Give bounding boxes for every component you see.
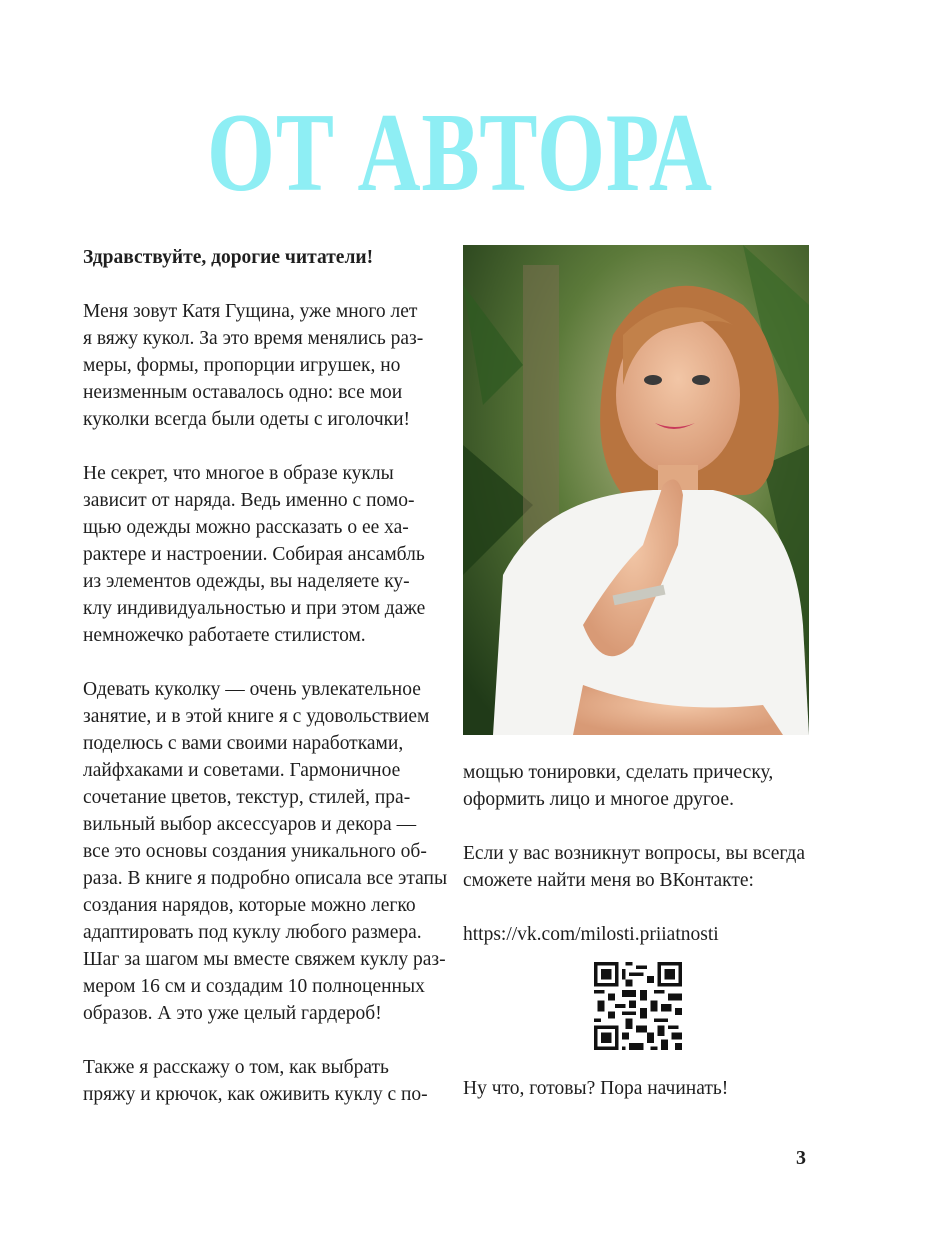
greeting: Здравствуйте, дорогие читатели! [83,247,374,268]
paragraph [83,298,435,433]
text-line: неизменным оставалось одно: все мои [83,382,403,403]
text-line: Также я расскажу о том, как выбрать [83,1057,389,1078]
page-number: 3 [796,1147,806,1169]
text-line: адаптировать под куклу любого размера. [83,922,422,943]
paragraph [83,1054,435,1108]
text-line: из элементов одежды, вы наделяете ку- [83,571,410,592]
left-column [83,244,448,1135]
text-line: создания нарядов, которые можно легко [83,895,416,916]
closing-line: Ну что, готовы? Пора начинать! [463,1078,729,1099]
text-line: Одевать куколку — очень увлекательное [83,679,421,700]
text-line: я вяжу кукол. За это время менялись раз- [83,328,424,349]
text-line: пряжу и крючок, как оживить куклу с по- [83,1084,428,1105]
text-line: мощью тонировки, сделать прическу, [463,762,774,783]
left-paragraphs [83,298,448,1108]
qr-code-graphic [594,962,682,1050]
text-line: Если у вас возникнут вопросы, вы всегда [463,843,806,864]
text-line: образов. А это уже целый гардероб! [83,1003,382,1024]
text-line: меры, формы, пропорции игрушек, но [83,355,401,376]
text-line: оформить лицо и многое другое. [463,789,734,810]
text-line: куколки всегда были одеты с иголочки! [83,409,411,430]
text-line: сочетание цветов, текстур, стилей, пра- [83,787,411,808]
text-line: поделюсь с вами своими наработками, [83,733,404,754]
paragraph [463,759,813,813]
text-line: щью одежды можно рассказать о ее ха- [83,517,409,538]
text-line: зависит от наряда. Ведь именно с помо- [83,490,415,511]
text-line: занятие, и в этой книге я с удовольствием [83,706,430,727]
author-portrait-illustration [463,245,809,735]
text-line: Меня зовут Катя Гущина, уже много лет [83,301,418,322]
text-line: рактере и настроении. Собирая ансамбль [83,544,425,565]
paragraph [83,460,435,649]
paragraph [463,840,813,894]
text-line: клу индивидуальностью и при этом даже [83,598,426,619]
text-line: сможете найти меня во ВКонтакте: [463,870,754,891]
text-line: немножечко работаете стилистом. [83,625,366,646]
text-line: Шаг за шагом мы вместе свяжем куклу раз- [83,949,446,970]
right-column [463,759,813,975]
vk-link[interactable]: https://vk.com/milosti.priiatnosti [463,924,719,945]
paragraph [83,676,448,1027]
text-line: вильный выбор аксессуаров и декора — [83,814,417,835]
text-line: мером 16 см и создадим 10 полноценных [83,976,425,997]
author-photo [463,245,809,735]
text-line: раза. В книге я подробно описала все этапы [83,868,448,889]
page-title: ОТ АВТОРА [207,91,713,215]
text-line: Не секрет, что многое в образе куклы [83,463,394,484]
right-paragraphs [463,759,813,894]
text-line: лайфхаками и советами. Гармоничное [83,760,401,781]
qr-code-icon[interactable] [594,962,682,1050]
text-line: все это основы создания уникального об- [83,841,427,862]
